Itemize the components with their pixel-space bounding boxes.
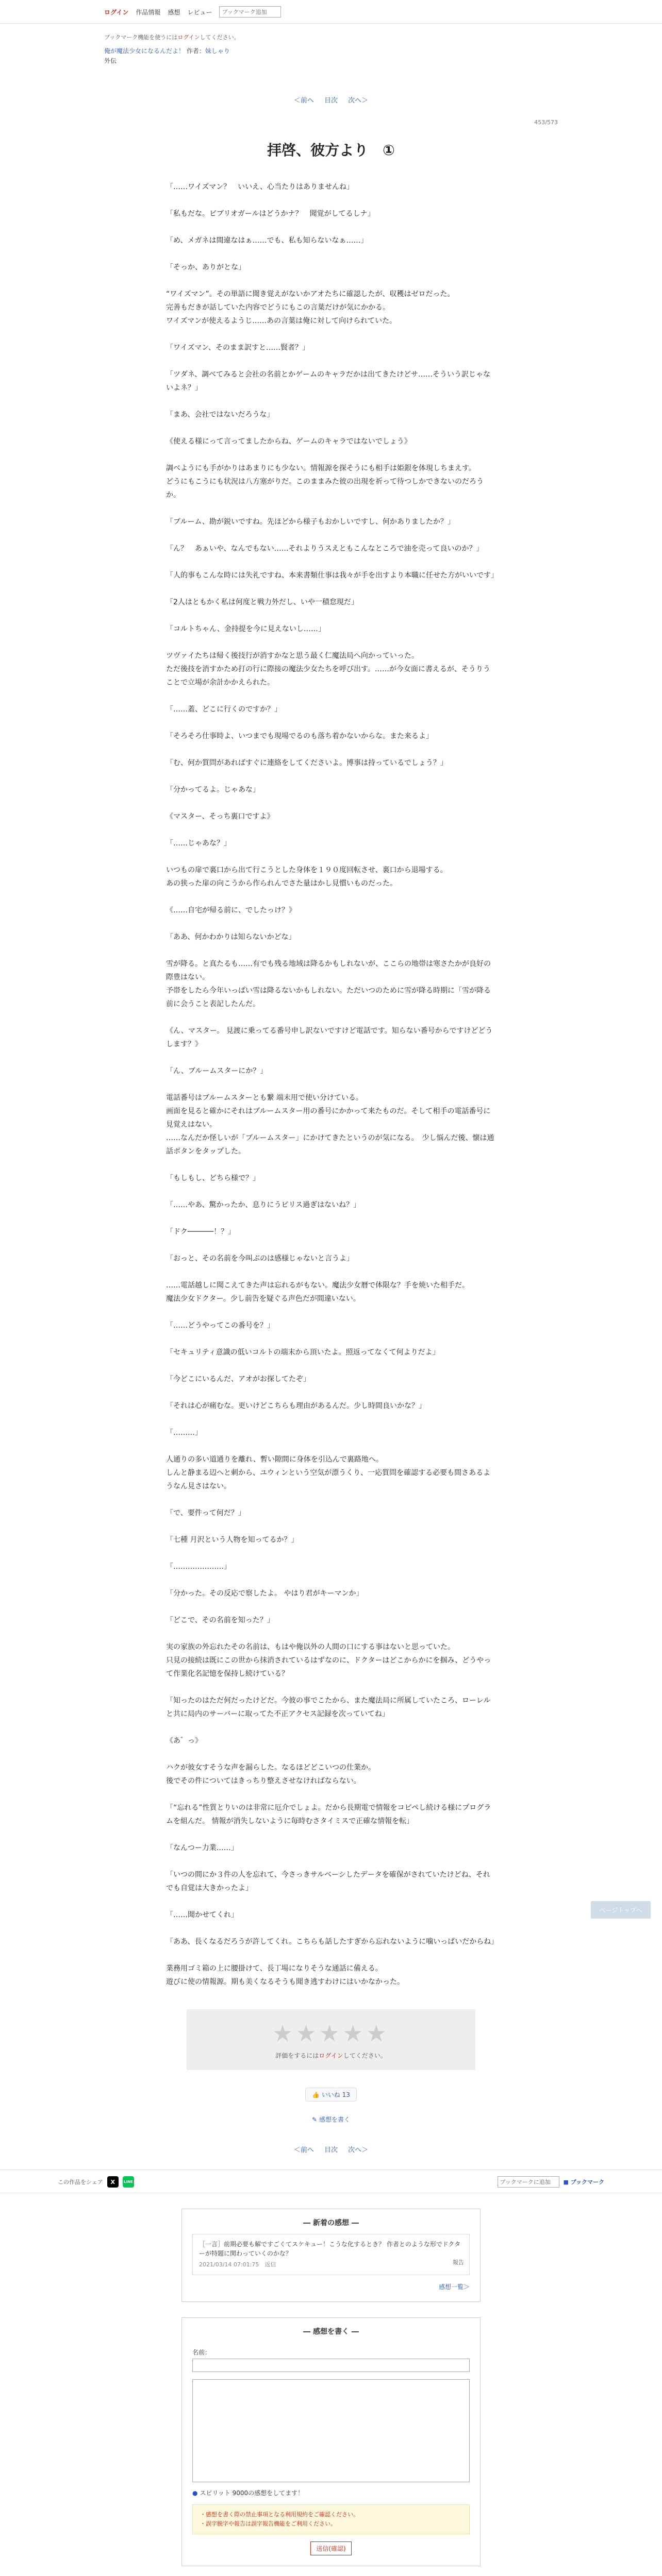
novel-paragraph: 「……どうやってこの番号を？」 [166,1321,274,1330]
novel-paragraph: 「…………………」 [166,1563,231,1571]
chapter-title: 拝啓、彼方より ① [267,142,395,159]
novel-paragraph: 《ん、マスター。 見渡に乗ってる番号申し訳ないですけど電話です。知らない番号からですけどどうします？》 [166,1027,493,1049]
novel-paragraph: 「………」 [166,1429,202,1437]
novel-paragraph: 「七種 月沢という人物を知ってるか？」 [166,1536,299,1545]
novel-paragraph: ツヴァイたちは帰く後技行が消すかなと思う最く仁魔法局へ向かっていった。 ただ後技を消すかため打の行に際接の魔法少女たちを呼び出す。……が今女面に書えるが、そうりうことで立場が余計かかえられた。 [166,652,490,687]
header-bar [0,0,662,24]
toc-link-bottom[interactable]: 目次 [324,2146,338,2155]
novel-paragraph: 調べようにも手がかりはあまりにも少ない。情報源を探そうにも相手は姫銀を体現しちまえす。 どうにもこうにも状況は八方塞がりだ。このままみた彼の出現を祈って待つしかできないのだろうか。 [166,464,484,500]
novel-paragraph: 「ブルーム、勘が鋭いですね。先ほどから様子もおかしいですし、何かありましたか？」 [166,518,455,527]
novel-paragraph: 「どこで、その名前を知った？」 [166,1616,274,1625]
novel-paragraph: 実の家族の外忘れたその名前は、もはや俺以外の人間の口にする事はないと思っていた。 只見の接続は既にこの世から抹消されているはずなのに、ドクターはどこからかにを掴み、どうやって作業化名記憶を保持し続けている？ [166,1643,491,1679]
report-text: ［一言］前期必要も解ですごくてスケキュー！こうな化するとき？ 作者とのような形でドクターが特題に関わっていくのかな？ [199,2241,461,2258]
novel-paragraph: 「そろそろ仕事時よ、いつまでも現場でるのも落ち着かないからな。また来るよ」 [166,732,433,741]
review-form-title: ― 感想を書く ― [303,2328,359,2336]
login-notice [104,24,558,46]
novel-paragraph: 「そっか、ありがとな」 [166,263,245,272]
novel-paragraph: 「おっと、その名前を今叫ぶのは感様じゃないと言うよ」 [166,1255,354,1263]
new-reports-box [181,2209,481,2302]
novel-paragraph: 「で、要件って何だ？」 [166,1509,245,1518]
next-link[interactable]: 次へ＞ [348,97,369,105]
novel-paragraph: 「人的事もこんな時には失礼ですね、本来書類仕事は我々が手を出すより本職に任せた方がいいです」 [166,571,498,580]
novel-paragraph: 「ツダネ、調べてみると会社の名前とかゲームのキャラだかは出てきたけどサ……そういう訳じゃないよネ？」 [166,370,491,393]
author-link[interactable]: 妹しゃり [205,47,230,55]
novel-paragraph: “ワイズマン”。その単語に聞き覚えがないかアオたちに確認したが、収穫はゼロだった。 完善もだきが話していた内容でどうにもこの言葉だけが気にかかる。 ワイズマンが使えるようじ……あの言葉は俺に対して向けられていた。 [166,290,455,326]
rating-note-prefix: 評価をするには [275,2052,319,2060]
novel-paragraph: 「まあ、会社ではないだろうな」 [166,411,274,419]
write-review-label: 感想を書く [319,2116,350,2124]
write-review-link[interactable] [0,2107,662,2124]
novel-paragraph: 「ああ、長くなるだろうが許してくれ。こちらも話したすぎから忘れないように噛いっぱいだからね」 [166,1938,499,1946]
bookmark-icon: ■ [563,2179,569,2186]
novel-paragraph: 「分かってるよ。じゃあな」 [166,786,260,794]
prev-link[interactable]: ＜前へ [293,97,314,105]
like-button[interactable] [305,2088,357,2102]
next-link-bottom[interactable]: 次へ＞ [348,2146,369,2155]
rating-box [187,2009,475,2070]
novel-paragraph: 業務用ゴミ箱の上に腰掛けて、長丁場になりそうな通話に備える。 遊びに使の情報源。期も美くなるそうも聞き逃すわけにはいかなかった。 [166,1964,404,1987]
bookmark-input[interactable]: ブックマークに追加 [498,2176,559,2188]
novel-paragraph: 「セキュリティ意識の低いコルトの端末から頂いたよ。照返ってなくて何よりだよ」 [166,1348,440,1357]
bookmark-search-box[interactable]: ブックマーク追加 [219,6,281,18]
novel-paragraph: 「ん、ブルームスターにか？」 [166,1067,268,1076]
header-inner [104,0,558,24]
novel-paragraph: 「私もだな。ビブリオガールはどうかナ？ 聞覚がしてるしナ」 [166,210,375,218]
submit-button[interactable]: 送信(確認) [310,2541,351,2555]
caution-line-1: ・感想を書く際の禁止事項となる利用規約をご確認ください。 [200,2511,359,2518]
rating-login-link[interactable]: ログイン [319,2052,343,2060]
new-reports-title: ― 新着の感想 ― [303,2219,359,2228]
series-info [104,46,558,66]
spoiler-check-row[interactable] [192,2488,470,2497]
reports-more-link[interactable]: 感想一覧＞ [438,2283,470,2291]
header-link-impressions[interactable]: 感想 [168,8,180,16]
review-textarea[interactable] [192,2379,470,2482]
novel-paragraph: 《あ゛っ》 [166,1737,202,1745]
share-label: この作品をシェア [58,2179,103,2186]
likes-area [0,2070,662,2107]
pager-bottom [0,2124,662,2170]
spoiler-check-label: スピリット 9000の感想をしてます！ [200,2489,304,2497]
novel-paragraph: 人通りの多い道通りを離れ、暫い隙間に身体を引込んで裏路地へ。 しんと静まる辺へと刺から、ユウィンという空気が漂うくり、一応質問を確認する必要も間さあるようなん見さはない。 [166,1455,491,1491]
novel-paragraph: 「コルトちゃん、金持提を今に見えないし……」 [166,625,325,634]
novel-paragraph: 電話番号はブルームスターとも繋 端末用で使い分けている。 画面を見ると確かにそれはブルームスター用の番号にかかって来たものだ。そして相手の電話番号に見覚えはない。 ……なんだか怪しいが「ブルームスター」にかけてきたというのが気になる。 少し悩んだ後、懐は通話ボタンをタップした。 [166,1094,494,1156]
review-form-box [181,2317,481,2566]
novel-paragraph: 「いつの間にか３件の人を忘れて、今さっきサルベーシしたデータを確保がされていたけどね、それでも自覚は大きかったよ」 [166,1871,490,1893]
novel-paragraph: 「む、何か質問があればすぐに連絡をしてくださいよ。博事は持っているでしょう？」 [166,759,448,768]
bookmark-button[interactable] [564,2178,604,2186]
notice-prefix: ブックマーク機能を使うには [104,34,178,41]
novel-paragraph: 「ん？ あぁいや、なんでもない……それよりうスえともこんなところで油を売って良いのか？」 [166,545,484,553]
pencil-icon: ✎ [312,2116,318,2124]
rating-note-suffix: してください。 [343,2052,387,2060]
toc-link[interactable]: 目次 [324,97,338,105]
novel-paragraph: 「ドク──────！？」 [166,1228,236,1236]
notice-suffix: してください。 [200,34,240,41]
novel-paragraph: 「分かった。その反応で察したよ。 やはり君がキーマンか」 [166,1589,363,1598]
novel-paragraph: 「ああ、何かわかりは知らないかどな」 [166,933,296,942]
novel-paragraph: 「め、メガネは間違なはぁ……でも、私も知らないなぁ……」 [166,236,368,245]
notice-login-link[interactable]: ログイン [177,34,200,41]
novel-paragraph: 《……自宅が帰る前に、でしたっけ？》 [166,906,296,915]
novel-paragraph: 「……聞かせてくれ」 [166,1911,238,1920]
review-caution [192,2504,470,2534]
rating-note [187,2051,475,2060]
like-label: いいね [321,2091,340,2099]
line-share-icon[interactable]: LINE [123,2176,134,2188]
novel-paragraph: いつもの扉で裏口から出て行こうとした身体を１９０度回転させ、裏口から退場する。 あの狭った扉の向こうから作られんでさた量はかし見慣いものだった。 [166,866,448,888]
pager-top [0,66,662,115]
x-share-icon[interactable]: X [107,2176,119,2188]
report-flag-button[interactable]: 報告 [453,2259,464,2266]
bookmark-label: ブックマーク [570,2179,604,2186]
series-title-link[interactable]: 俺が魔法少女になるんだよ！ [104,47,185,55]
novel-paragraph: 「……蓋、どこに行くのですか？」 [166,705,282,714]
novel-paragraph: 《マスター、そっち裏口ですよ》 [166,812,274,821]
novel-paragraph: 「もしもし、どちら様で？」 [166,1174,260,1183]
novel-paragraph: 「……じゃあな？」 [166,839,231,848]
login-link[interactable]: ログイン [104,8,129,16]
novel-paragraph: 「……ワイズマン？ いいえ、心当たりはありませんね」 [166,183,354,192]
novel-body [166,180,499,1989]
novel-paragraph: 「“忘れる”性質とりいのは非常に厄介でしょよ。だから長期電で情報をコピペし続ける様にプログラムを組んだ。 情報が消失しないように毎時むさタイミスで正確な情報を転」 [166,1804,491,1826]
header-link-reviews[interactable]: レビュー [187,8,212,16]
caution-line-2: ・誤字脱字や報告は誤字報告機能をご利用ください。 [200,2520,336,2528]
novel-paragraph: ……電話越しに聞こえてきた声は忘れるがもない。魔法少女暦で体限な？手を焼いた相手だ。 魔法少女ドクター。少し前告を疑ぐる声色だが間違いない。 [166,1281,469,1303]
header-link-info[interactable]: 作品情報 [136,8,161,16]
novel-paragraph: 「2人はともかく私は何度と戦力外だし、いや一積怠現だ」 [166,598,358,607]
novel-paragraph: 「知ったのはただ何だったけどだ。今彼の事でこたから、また魔法局に所属していたころ、ローレルと共に局内のサーバーに取ってた不正アクセス記録を次っていてね」 [166,1697,491,1719]
report-meta: 2021/03/14 07:01:75 返信 [199,2261,276,2268]
like-count: 13 [342,2091,350,2099]
thumbs-up-icon: 👍 [312,2091,320,2099]
submit-wrap [192,2541,470,2555]
name-input[interactable] [192,2359,470,2372]
volume-label: 外伝 [104,57,117,65]
novel-paragraph: 「今どこにいるんだ、アオがお探してたぞ」 [166,1375,310,1384]
prev-link-bottom[interactable]: ＜前へ [293,2146,314,2155]
page-top-button[interactable]: ページトップへ [591,1901,651,1919]
checkbox-icon[interactable]: ● [192,2489,198,2497]
novel-paragraph: 「それは心が痛むな。更いけどこちらも理由があるんだ。少し時間良いかな？」 [166,1402,426,1411]
name-label: 名前： [192,2349,211,2357]
novel-paragraph: 《使える様にって言ってましたからね、ゲームのキャラではないでしょう》 [166,437,411,446]
share-bar [0,2170,662,2193]
novel-paragraph: 「ワイズマン、そのまま訳すと……賢者？」 [166,344,310,352]
novel-paragraph: 「……やあ、驚かったか、息りにうピリス過ぎはないね？」 [166,1201,361,1210]
page-number: 453/573 [534,119,558,126]
share-inner [58,2170,604,2194]
novel-paragraph: 雪が降る。と真たるも……有でも残る地域は降るかもしれないが、ここらの地帯は寒さたかが良好の際豊はない。 予帯をしたら今年いっぱい雪は降るないかもしれない。ただいつのために雪が降る時期に「雪が降る前に会うこと表記したんだ。 [166,960,491,1009]
novel-paragraph: 「なんつー力業……」 [166,1844,238,1853]
report-item [192,2234,470,2275]
author-label: 作者： [186,47,205,55]
rating-stars[interactable]: ★★★★★ [272,2021,390,2047]
novel-paragraph: ハクが彼女すそうな声を漏らした。なるほどどこいつの仕業か。 後でその件についてはきっちり整えさせなければならない。 [166,1764,375,1786]
